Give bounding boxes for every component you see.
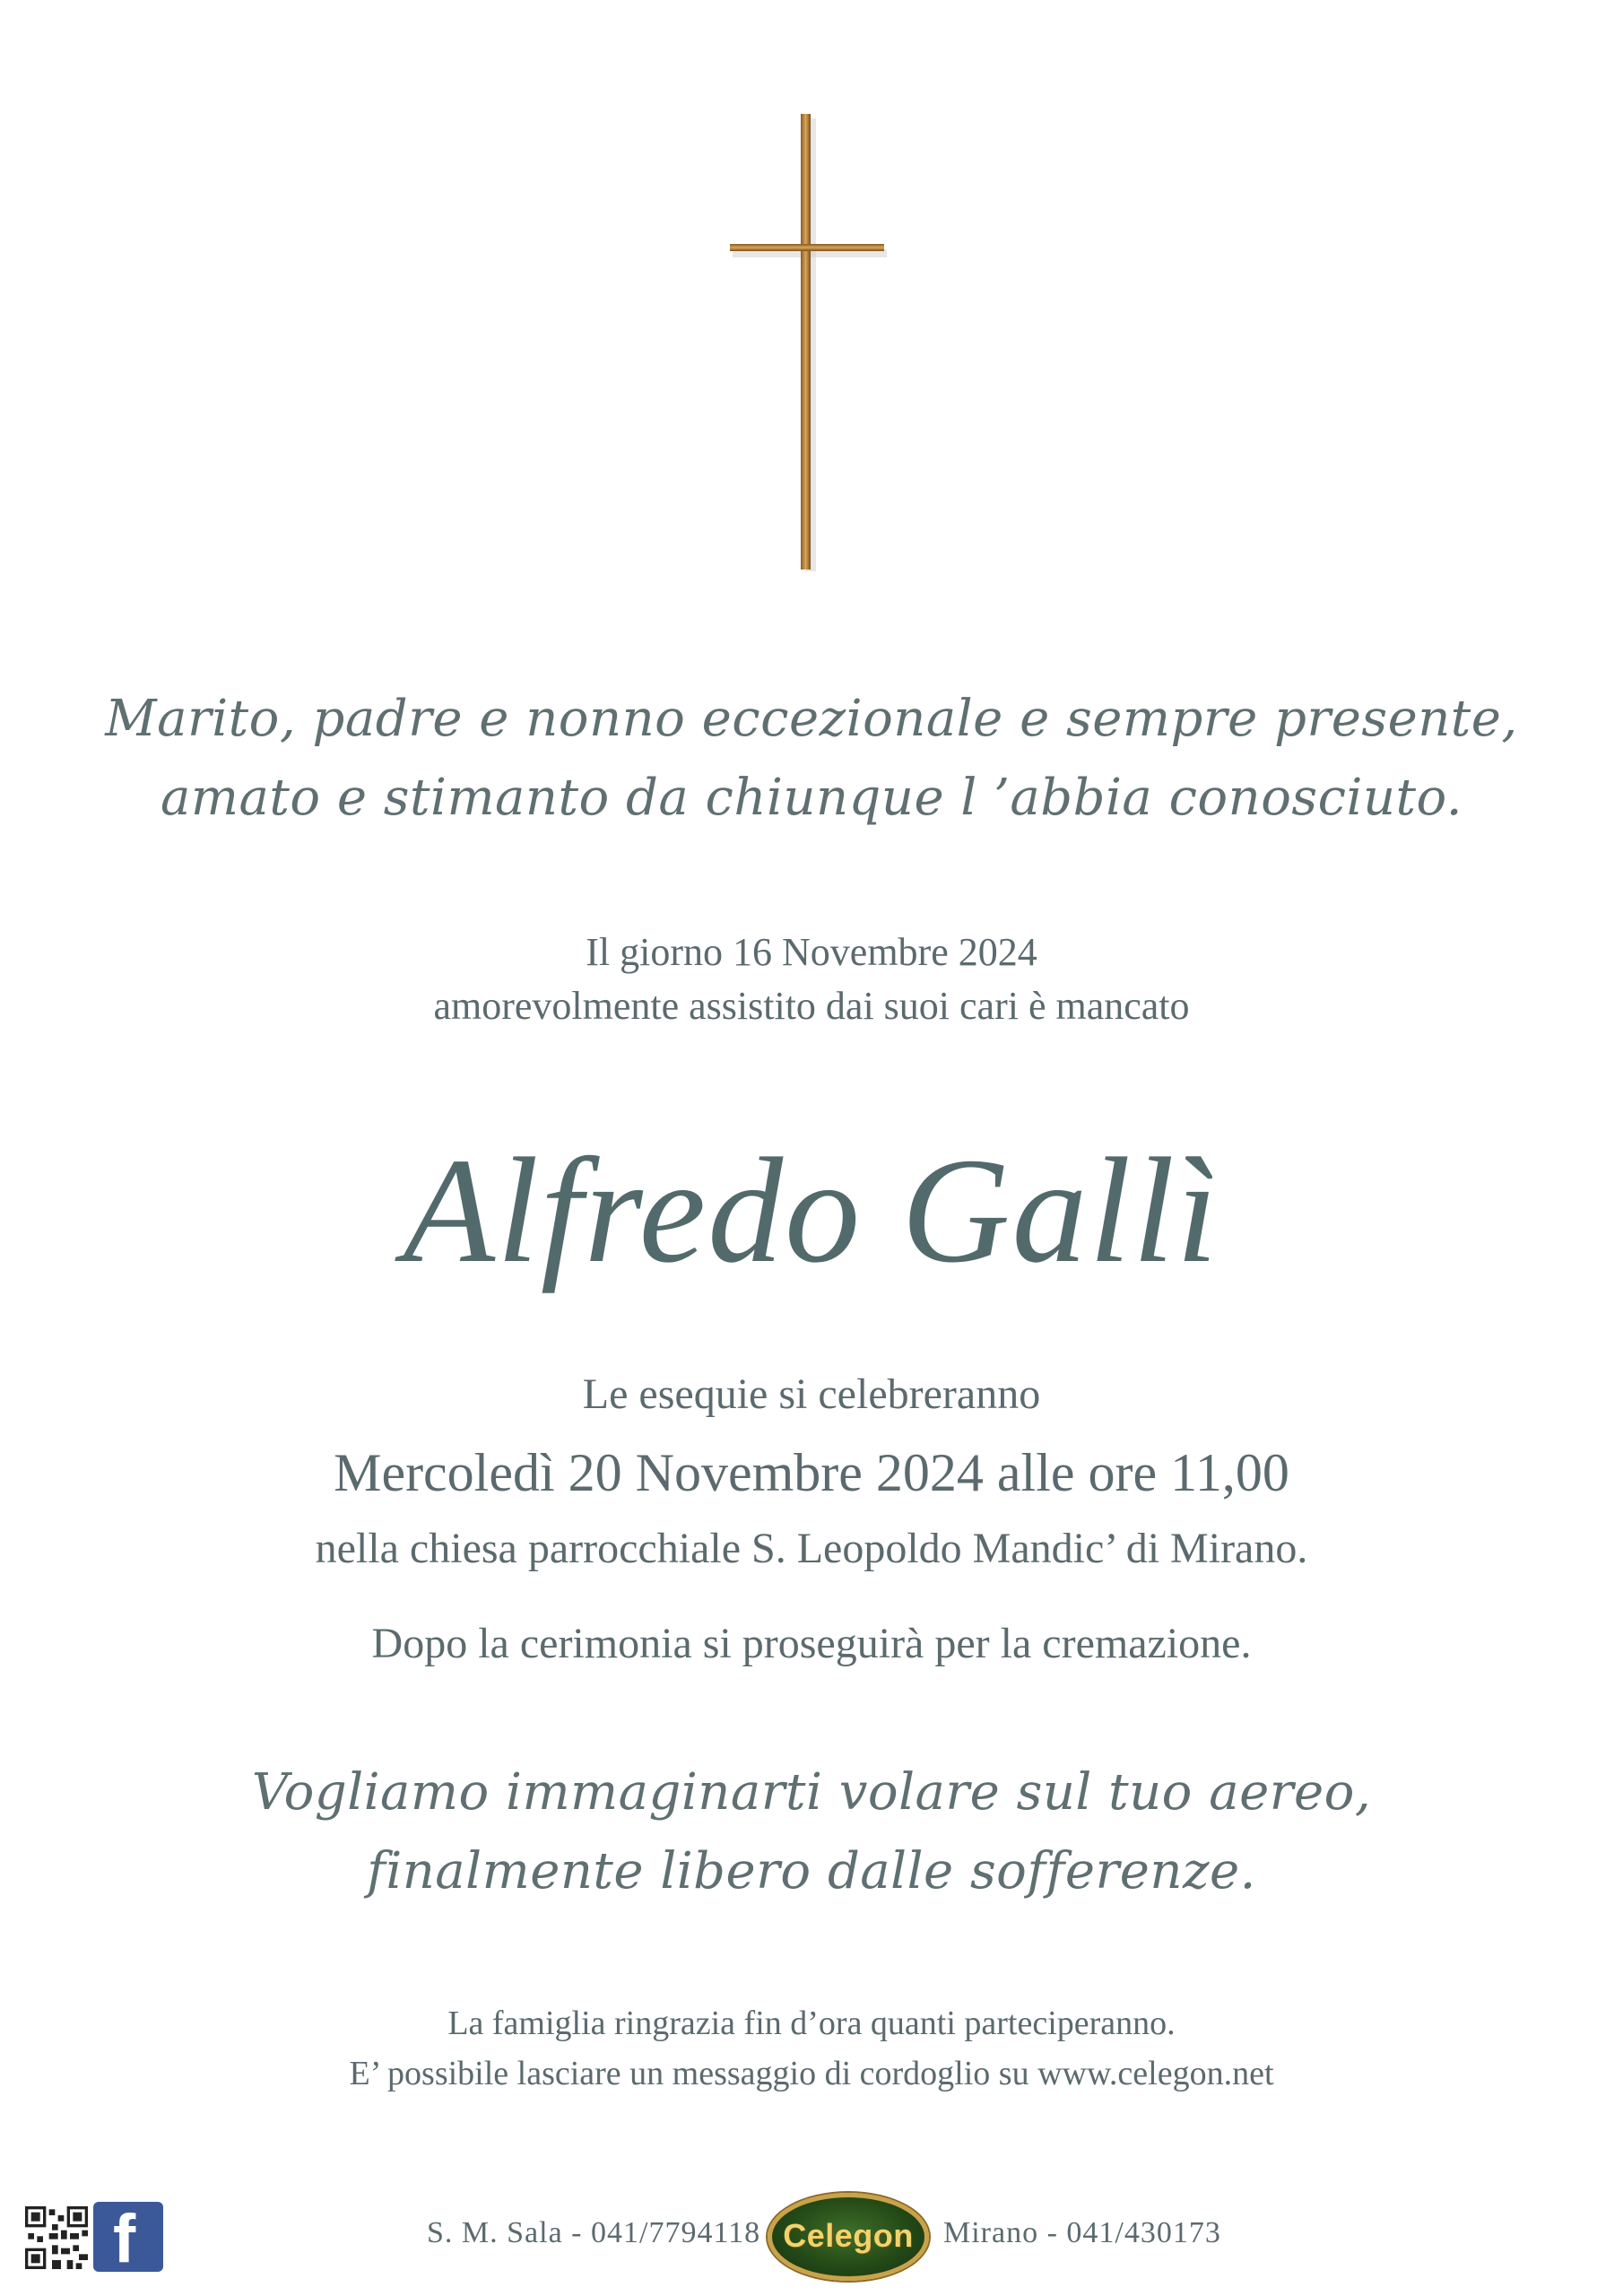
facebook-icon[interactable] (93, 2201, 163, 2277)
death-date-line: Il giorno 16 Novembre 2024 (586, 930, 1037, 974)
closing-quote-line-1: Vogliamo immaginarti volare sul tuo aereo, (251, 1763, 1372, 1822)
funeral-intro: Le esequie si celebreranno (582, 1370, 1041, 1418)
intro-quote-line-2: amato e stimanto da chiunque l ’abbia conosciuto. (160, 769, 1463, 827)
closing-quote (0, 1753, 1623, 1911)
cross-icon (0, 0, 1623, 628)
cremation-note: Dopo la cerimonia si proseguirà per la cremazione. (371, 1620, 1252, 1667)
intro-quote (0, 680, 1623, 838)
funeral-datetime: Mercoledì 20 Novembre 2024 alle ore 11,00 (334, 1443, 1289, 1502)
contact-mirano: Mirano - 041/430173 (943, 2216, 1221, 2249)
contact-sala: S. M. Sala - 041/7794118 (427, 2216, 761, 2249)
footer (0, 2175, 1623, 2283)
qr-code-icon[interactable] (25, 2206, 88, 2269)
facebook-glyph: f (113, 2201, 136, 2277)
deceased-name: Alfredo Gallì (403, 1127, 1220, 1294)
condolence-message-line[interactable]: E’ possibile lasciare un messaggio di cordoglio su www.celegon.net (349, 2055, 1274, 2092)
intro-quote-line-1: Marito, padre e nonno eccezionale e sempre presente, (105, 690, 1518, 748)
closing-quote-line-2: finalmente libero dalle sofferenze. (367, 1842, 1256, 1900)
celegon-logo (768, 2193, 929, 2281)
family-thanks: La famiglia ringrazia fin d’ora quanti parteciperanno. (447, 2005, 1176, 2042)
celegon-logo-text: Celegon (783, 2217, 914, 2254)
funeral-place: nella chiesa parrocchiale S. Leopoldo Mandic’ di Mirano. (315, 1525, 1308, 1572)
assisted-line: amorevolmente assistito dai suoi cari è mancato (433, 984, 1190, 1028)
